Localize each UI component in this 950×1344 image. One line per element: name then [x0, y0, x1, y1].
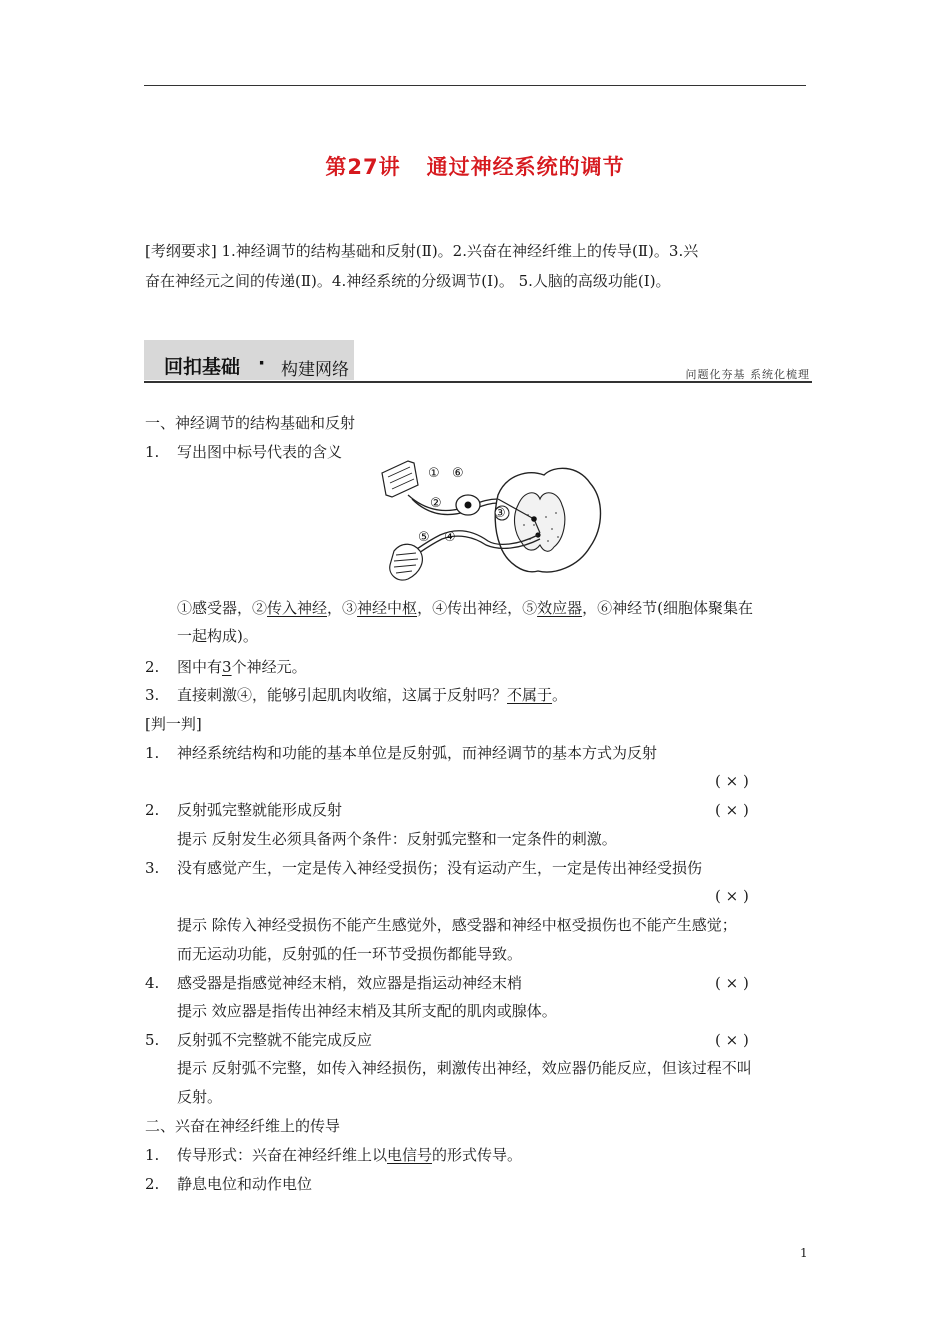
q2-part: 图中有	[177, 658, 223, 676]
banner-main: 回扣基础	[164, 356, 241, 378]
answer-text: ，⑥神经节(细胞体聚集在	[582, 599, 753, 617]
q2-blank: 3	[222, 658, 232, 676]
figure-label-2: ②	[430, 496, 442, 511]
s2-q1-blank: 电信号	[387, 1146, 433, 1164]
s2-q1-number: 1.	[145, 1146, 160, 1164]
answer-text: ①感受器，②	[177, 599, 268, 617]
judge-3-hint-2: 而无运动功能，反射弧的任一环节受损伤都能导致。	[177, 945, 523, 963]
answer-blank-effector: 效应器	[537, 599, 583, 617]
q2-part: 个神经元。	[231, 658, 307, 676]
judge-3-hint: 提示 除传入神经受损伤不能产生感觉外，感受器和神经中枢受损伤也不能产生感觉；	[177, 916, 737, 934]
judge-2-hint: 提示 反射发生必须具备两个条件：反射弧完整和一定条件的刺激。	[177, 830, 617, 848]
judge-3-mark: ( × )	[715, 887, 749, 905]
requirement-line-2: 奋在神经元之间的传递(Ⅱ)。4.神经系统的分级调节(Ⅰ)。 5.人脑的高级功能(Ⅰ)。	[145, 272, 671, 290]
banner-dot: ·	[258, 352, 266, 374]
judge-1-text: 神经系统结构和功能的基本单位是反射弧，而神经调节的基本方式为反射	[177, 744, 658, 762]
figure-label-6: ⑥	[452, 466, 464, 481]
q1-number: 1.	[145, 443, 160, 461]
answer-text: ，④传出神经，⑤	[417, 599, 538, 617]
judge-3-text: 没有感觉产生，一定是传入神经受损伤；没有运动产生，一定是传出神经受损伤	[177, 859, 703, 877]
banner-sub: 构建网络	[281, 360, 349, 380]
figure-label-1: ①	[428, 466, 440, 481]
q3-part: 。	[552, 686, 568, 704]
judge-5-number: 5.	[145, 1031, 160, 1049]
judge-2-number: 2.	[145, 801, 160, 819]
q3-blank: 不属于	[507, 686, 553, 704]
s2-q1-part: 的形式传导。	[432, 1146, 523, 1164]
judge-1-number: 1.	[145, 744, 160, 762]
q2-text	[177, 656, 307, 678]
judge-4-text: 感受器是指感觉神经末梢，效应器是指运动神经末梢	[177, 974, 523, 992]
section-2-heading: 二、兴奋在神经纤维上的传导	[145, 1117, 341, 1135]
figure-label-4: ④	[444, 530, 456, 545]
judge-4-number: 4.	[145, 974, 160, 992]
judge-5-hint: 提示 反射弧不完整，如传入神经损伤，刺激传出神经，效应器仍能反应，但该过程不叫	[177, 1059, 752, 1077]
answer-blank-afferent: 传入神经	[267, 599, 328, 617]
page-title	[0, 151, 950, 181]
answer-text: ，③	[327, 599, 358, 617]
s2-q2-text: 静息电位和动作电位	[177, 1175, 313, 1193]
q3-number: 3.	[145, 686, 160, 704]
q1-text: 写出图中标号代表的含义	[177, 443, 343, 461]
judge-2-text: 反射弧完整就能形成反射	[177, 801, 343, 819]
lecture-number: 第27讲	[325, 155, 401, 179]
judge-5-text: 反射弧不完整就不能完成反应	[177, 1031, 373, 1049]
section-1-heading: 一、神经调节的结构基础和反射	[145, 414, 356, 432]
judge-3-number: 3.	[145, 859, 160, 877]
figure-label-3: ③	[494, 506, 506, 521]
judge-4-hint: 提示 效应器是指传出神经末梢及其所支配的肌肉或腺体。	[177, 1002, 557, 1020]
s2-q1-part: 传导形式：兴奋在神经纤维上以	[177, 1146, 388, 1164]
q3-part: 直接刺激④，能够引起肌肉收缩，这属于反射吗？	[177, 686, 508, 704]
requirement-line-1: [考纲要求] 1.神经调节的结构基础和反射(Ⅱ)。2.兴奋在神经纤维上的传导(Ⅱ)。3.兴	[145, 242, 699, 260]
page-number: 1	[800, 1246, 808, 1260]
judge-1-mark: ( × )	[715, 772, 749, 790]
judge-5-mark: ( × )	[715, 1031, 749, 1049]
judge-5-hint-2: 反射。	[177, 1088, 223, 1106]
lecture-title: 通过神经系统的调节	[426, 155, 625, 179]
answer-1-line-1	[177, 597, 753, 619]
judge-2-mark: ( × )	[715, 801, 749, 819]
s2-q1-text	[177, 1144, 522, 1166]
answer-1-line-2: 一起构成)。	[177, 627, 258, 645]
judge-4-mark: ( × )	[715, 974, 749, 992]
reflex-arc-figure	[378, 455, 606, 585]
q2-number: 2.	[145, 658, 160, 676]
judge-heading: [判一判]	[145, 715, 202, 733]
s2-q2-number: 2.	[145, 1175, 160, 1193]
answer-blank-center: 神经中枢	[357, 599, 418, 617]
banner-tagline: 问题化夯基 系统化梳理	[685, 368, 810, 381]
figure-label-5: ⑤	[418, 530, 430, 545]
header-rule	[144, 85, 806, 86]
q3-text	[177, 684, 567, 706]
